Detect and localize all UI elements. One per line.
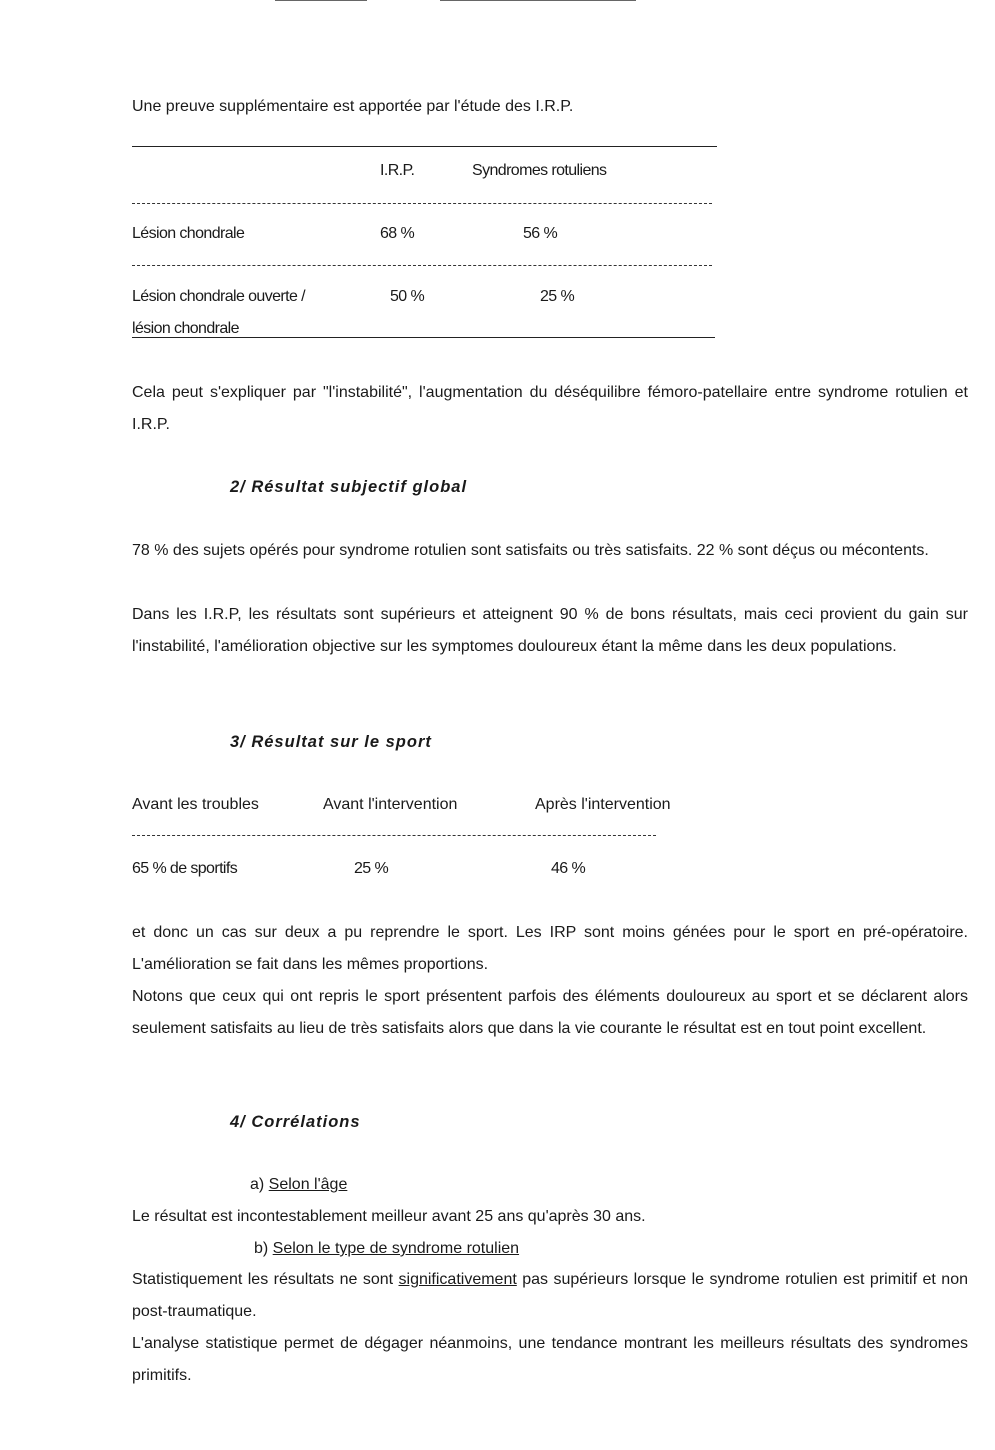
sport-header-before-intervention: Avant l'intervention bbox=[323, 796, 458, 813]
sport-value-before-troubles: 65 % de sportifs bbox=[132, 860, 238, 877]
section3-title: 3/ Résultat sur le sport bbox=[230, 733, 432, 751]
table1-dashed-rule bbox=[132, 265, 712, 266]
table1-header-irp: I.R.P. bbox=[380, 162, 415, 179]
subsection-a-heading bbox=[250, 1176, 347, 1194]
sport-header-after-intervention: Après l'intervention bbox=[535, 796, 671, 813]
subsection-c-text: L'analyse statistique permet de dégager néanmoins, une tendance montrant les meilleurs résultats des syndromes primitifs. bbox=[132, 1335, 968, 1384]
table1-row2-irp: 50 % bbox=[390, 288, 425, 305]
subsection-a-text: Le résultat est incontestablement meilleur avant 25 ans qu'après 30 ans. bbox=[132, 1208, 646, 1225]
section2-title: 2/ Résultat subjectif global bbox=[230, 478, 468, 496]
table1-row2-label: Lésion chondrale ouverte / bbox=[132, 288, 305, 305]
subsection-b-heading bbox=[254, 1240, 519, 1258]
table1-row2-label-line2: lésion chondrale bbox=[132, 320, 239, 337]
top-scan-mark bbox=[440, 0, 636, 1]
subsection-b-text-part2: pas supérieurs lorsque le syndrome rotulien est primitif et non post-traumatique. bbox=[132, 1271, 968, 1320]
section2-paragraph-2: Dans les I.R.P, les résultats sont supérieurs et atteignent 90 % de bons résultats, mais ceci provient du gain sur l'instabilité, l'amélioration objective sur les symptomes douloureux étant la même dans les deux populations. bbox=[132, 606, 968, 655]
sport-table-dashed-rule bbox=[132, 835, 656, 836]
table1-dashed-rule bbox=[132, 203, 712, 204]
table1-row2-syndromes: 25 % bbox=[540, 288, 575, 305]
table1-top-rule bbox=[132, 146, 717, 147]
section2-paragraph-1: 78 % des sujets opérés pour syndrome rotulien sont satisfaits ou très satisfaits. 22 % sont déçus ou mécontents. bbox=[132, 542, 929, 559]
section3-paragraph-2: Notons que ceux qui ont repris le sport présentent parfois des éléments douloureux au sport et se déclarent alors seulement satisfaits au lieu de très satisfaits alors que dans la vie courante le résultat est en tout point excellent. bbox=[132, 988, 968, 1037]
table1-row1-syndromes: 56 % bbox=[523, 225, 558, 242]
sport-header-before-troubles: Avant les troubles bbox=[132, 796, 259, 813]
intro-text: Une preuve supplémentaire est apportée par l'étude des I.R.P. bbox=[132, 98, 574, 115]
subsection-b-text bbox=[132, 1264, 968, 1328]
paragraph-instabilite: Cela peut s'expliquer par "l'instabilité", l'augmentation du déséquilibre fémoro-patellaire entre syndrome rotulien et I.R.P. bbox=[132, 384, 968, 433]
table1-header-syndromes: Syndromes rotuliens bbox=[472, 162, 607, 179]
subsection-b-text-part1: Statistiquement les résultats ne sont bbox=[132, 1271, 399, 1288]
top-scan-mark bbox=[275, 0, 367, 1]
section4-title: 4/ Corrélations bbox=[230, 1113, 361, 1131]
subsection-b-text-emphasis: significativement bbox=[398, 1271, 517, 1288]
table1-row1-irp: 68 % bbox=[380, 225, 415, 242]
table1-row1-label: Lésion chondrale bbox=[132, 225, 245, 242]
section3-paragraph-1: et donc un cas sur deux a pu reprendre le sport. Les IRP sont moins génées pour le sport en pré-opératoire. L'amélioration se fait dans les mêmes proportions. bbox=[132, 924, 968, 973]
subsection-a-prefix: a) bbox=[250, 1176, 269, 1193]
subsection-b-title: Selon le type de syndrome rotulien bbox=[272, 1240, 520, 1257]
subsection-a-title: Selon l'âge bbox=[268, 1176, 348, 1193]
sport-value-after-intervention: 46 % bbox=[551, 860, 586, 877]
table1-bottom-rule bbox=[132, 337, 715, 338]
subsection-b-prefix: b) bbox=[254, 1240, 273, 1257]
sport-value-before-intervention: 25 % bbox=[354, 860, 389, 877]
